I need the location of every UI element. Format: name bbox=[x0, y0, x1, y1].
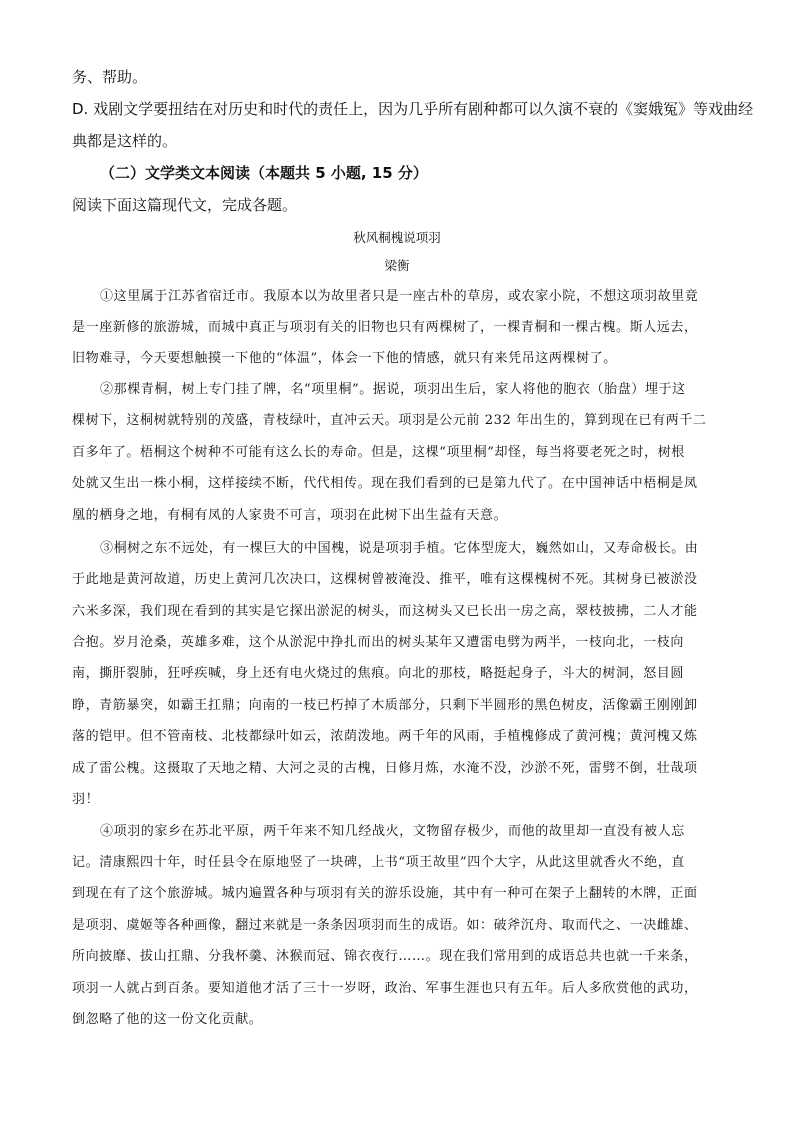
body-line: 于此地是黄河故道，历史上黄河几次决口，这棵树曾被淹没、推平，唯有这棵槐树不死。其树身已被淤没 bbox=[72, 572, 698, 587]
body-line: 六米多深，我们现在看到的其实是它探出淤泥的树头，而这树头又已长出一房之高，翠枝披拂，二人才能 bbox=[72, 604, 698, 619]
body-line: 羽！ bbox=[72, 792, 100, 807]
body-line: 旧物难寻，今天要想触摸一下他的“体温”，体会一下他的情感，就只有来凭吊这两棵树了。 bbox=[72, 351, 617, 366]
body-line: ④项羽的家乡在苏北平原，两千年来不知几经战火，文物留存极少，而他的故里却一直没有被人忘 bbox=[100, 824, 685, 839]
article-author: 梁衡 bbox=[384, 258, 410, 273]
body-line: ③桐树之东不远处，有一棵巨大的中国槐，说是项羽手植。它体型庞大，巍然如山，又寿命极长。由 bbox=[100, 541, 699, 556]
body-line: 百多年了。梧桐这个树种不可能有这么长的寿命。但是，这棵“项里桐”却怪，每当将要老死之时，树根 bbox=[72, 445, 685, 460]
body-line: 记。清康熙四十年，时任县令在原地竖了一块碑，上书“项王故里”四个大字，从此这里就香火不绝，直 bbox=[72, 855, 685, 870]
body-line: 项羽一人就占到百条。要知道他才活了三十一岁呀，政治、军事生涯也只有五年。后人多欣赏他的武功， bbox=[72, 981, 698, 996]
intro-line: D. 戏剧文学要扭结在对历史和时代的责任上，因为几乎所有剧种都可以久演不衰的《窦娥冤》等戏曲经 bbox=[72, 100, 754, 118]
body-line: 南，撕肝裂肺，狂呼疾喊，身上还有电火烧过的焦痕。向北的那枝，略挺起身子，斗大的树洞，怒目圆 bbox=[72, 666, 685, 681]
body-line: 所向披靡、拔山扛鼎、分我杯羹、沐猴而冠、锦衣夜行……。现在我们常用到的成语总共也就一千来条， bbox=[72, 949, 698, 964]
section-heading: （二）文学类文本阅读（本题共 5 小题, 15 分） bbox=[100, 164, 428, 182]
instruction-text: 阅读下面这篇现代文，完成各题。 bbox=[72, 196, 298, 214]
body-line: 是项羽、虞姬等各种画像，翻过来就是一条条因项羽而生的成语。如：破斧沉舟、取而代之、一决雌雄、 bbox=[72, 918, 698, 933]
body-line: 棵树下，这桐树就特别的茂盛，青枝绿叶，直冲云天。项羽是公元前 232 年出生的，算到现在已有两千二 bbox=[72, 413, 707, 428]
body-line: 处就又生出一株小桐，这样接续不断，代代相传。现在我们看到的已是第九代了。在中国神话中梧桐是凤 bbox=[72, 476, 698, 491]
body-line: ②那棵青桐，树上专门挂了牌，名“项里桐”。据说，项羽出生后，家人将他的胞衣（胎盘）埋于这 bbox=[100, 382, 686, 397]
body-line: ①这里属于江苏省宿迁市。我原本以为故里者只是一座古朴的草房，或农家小院，不想这项羽故里竟 bbox=[100, 289, 699, 304]
intro-line: 务、帮助。 bbox=[72, 68, 148, 86]
body-line: 是一座新修的旅游城，而城中真正与项羽有关的旧物也只有两棵树了，一棵青桐和一棵古槐。斯人远去， bbox=[72, 320, 698, 335]
body-line: 成了雷公槐。这摄取了天地之精、大河之灵的古槐，日修月炼，水淹不没，沙淤不死，雷劈不倒，壮哉项 bbox=[72, 761, 698, 776]
intro-line: 典都是这样的。 bbox=[72, 132, 178, 150]
body-line: 睁，青筋暴突，如霸王扛鼎；向南的一枝已朽掉了木质部分，只剩下半圆形的黑色树皮，活像霸王刚刚卸 bbox=[72, 698, 698, 713]
body-line: 合抱。岁月沧桑，英雄多难，这个从淤泥中挣扎而出的树头某年又遭雷电劈为两半，一枝向北，一枝向 bbox=[72, 635, 685, 650]
body-line: 落的铠甲。但不管南枝、北枝都绿叶如云，浓荫泼地。两千年的风雨，手植槐修成了黄河槐；黄河槐又炼 bbox=[72, 729, 698, 744]
body-line: 到现在有了这个旅游城。城内遍置各种与项羽有关的游乐设施，其中有一种可在架子上翻转的木牌，正面 bbox=[72, 886, 698, 901]
article-title: 秋风桐槐说项羽 bbox=[353, 230, 441, 245]
body-line: 凰的栖身之地，有桐有凤的人家贵不可言，项羽在此树下出生益有天意。 bbox=[72, 508, 508, 523]
body-line: 倒忽略了他的这一份文化贡献。 bbox=[72, 1012, 263, 1027]
